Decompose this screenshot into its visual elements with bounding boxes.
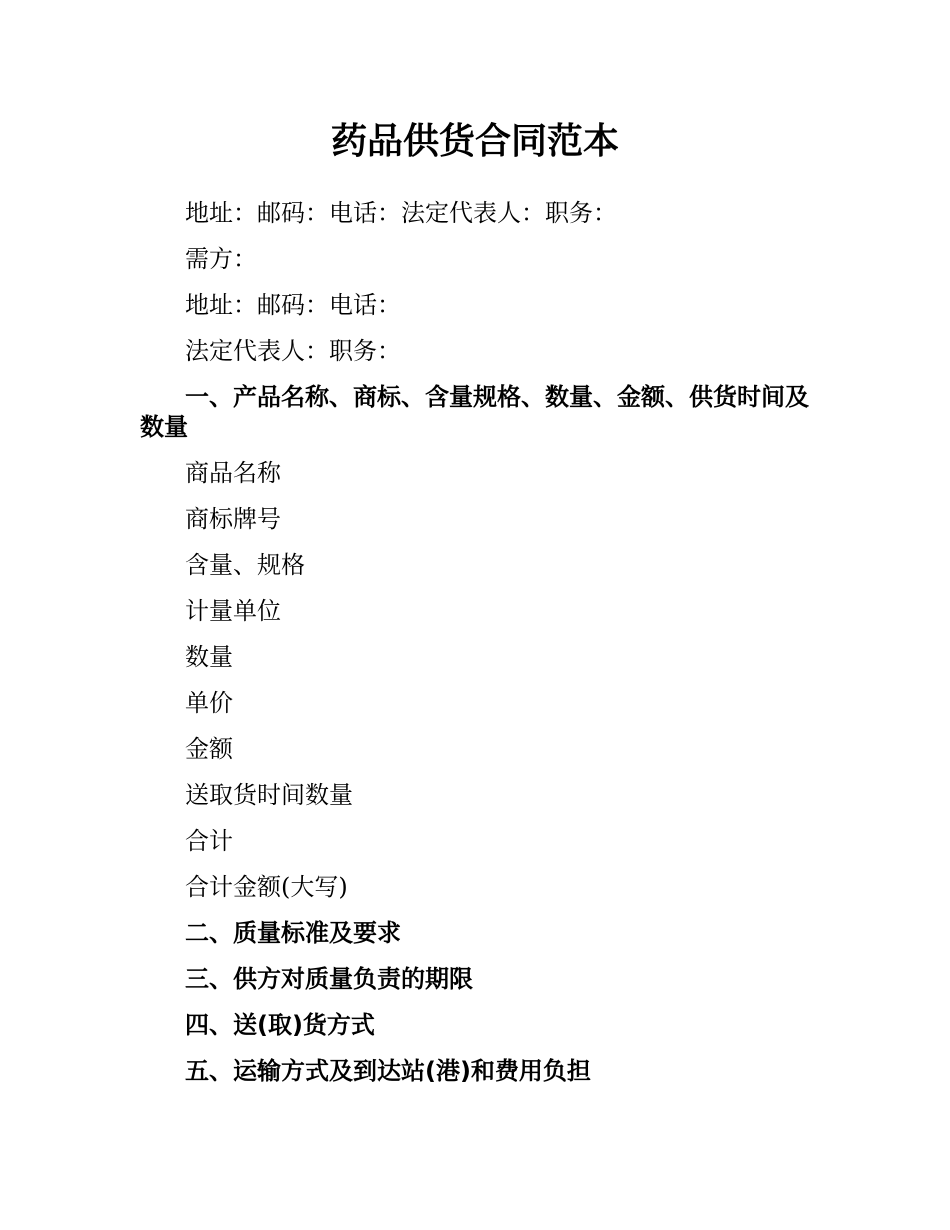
section-heading-1: 一、产品名称、商标、含量规格、数量、金额、供货时间及数量 [140, 383, 809, 441]
paragraph-buyer-representative: 法定代表人：职务： [185, 337, 401, 365]
list-item-total: 合计 [185, 827, 233, 855]
list-item-amount: 金额 [185, 735, 233, 763]
list-item-unit-price: 单价 [185, 689, 233, 717]
list-item-quantity: 数量 [185, 643, 233, 671]
list-item-specification: 含量、规格 [185, 551, 305, 579]
section-heading-3: 三、供方对质量负责的期限 [185, 965, 473, 993]
paragraph-buyer: 需方： [185, 245, 257, 273]
section-heading-5: 五、运输方式及到达站(港)和费用负担 [185, 1057, 591, 1085]
document-title: 药品供货合同范本 [330, 121, 619, 162]
paragraph-buyer-address: 地址：邮码：电话： [185, 291, 401, 319]
paragraph-supplier-address: 地址：邮码：电话：法定代表人：职务： [185, 199, 617, 227]
section-heading-2: 二、质量标准及要求 [185, 919, 401, 947]
list-item-unit: 计量单位 [185, 597, 281, 625]
section-heading-4: 四、送(取)货方式 [185, 1011, 375, 1039]
list-item-product-name: 商品名称 [185, 459, 281, 487]
document-body [140, 198, 820, 1102]
list-item-trademark: 商标牌号 [185, 505, 281, 533]
list-item-delivery-time: 送取货时间数量 [185, 781, 353, 809]
list-item-total-amount: 合计金额(大写) [185, 873, 348, 901]
